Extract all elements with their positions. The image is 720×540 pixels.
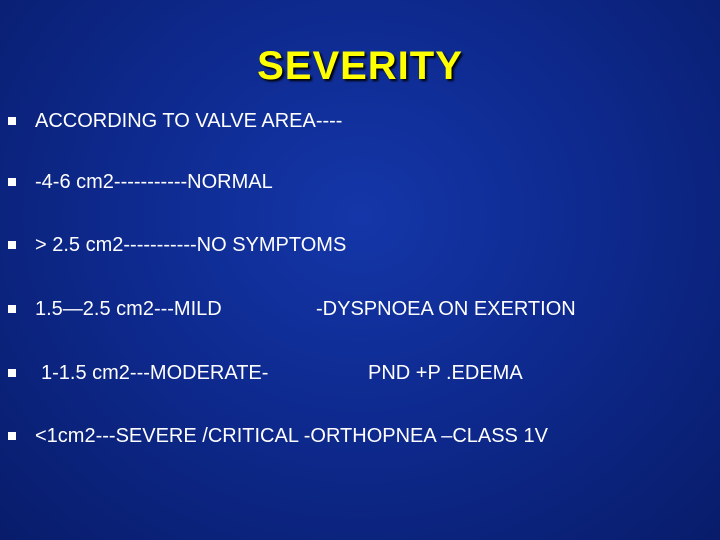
- bullet-text: ACCORDING TO VALVE AREA----: [35, 110, 343, 132]
- square-bullet-icon: [8, 241, 16, 249]
- bullet-text-secondary: PND +P .EDEMA: [368, 362, 523, 384]
- bullet-text: <1cm2---SEVERE /CRITICAL -ORTHOPNEA –CLASS 1V: [35, 425, 548, 447]
- bullet-text: -4-6 cm2-----------NORMAL: [35, 171, 273, 193]
- slide-title: SEVERITY: [257, 44, 463, 88]
- square-bullet-icon: [8, 432, 16, 440]
- bullet-text: 1-1.5 cm2---MODERATE-: [41, 362, 269, 384]
- bullet-item: [8, 421, 708, 451]
- bullet-item: [8, 106, 708, 136]
- square-bullet-icon: [8, 178, 16, 186]
- bullet-item: [8, 358, 708, 388]
- bullet-text: 1.5—2.5 cm2---MILD: [35, 298, 222, 320]
- bullet-item: [8, 167, 708, 197]
- bullet-item: [8, 230, 708, 260]
- bullet-text: > 2.5 cm2-----------NO SYMPTOMS: [35, 234, 347, 256]
- bullet-text-secondary: -DYSPNOEA ON EXERTION: [316, 298, 576, 320]
- square-bullet-icon: [8, 369, 16, 377]
- square-bullet-icon: [8, 117, 16, 125]
- bullet-item: [8, 294, 708, 324]
- square-bullet-icon: [8, 305, 16, 313]
